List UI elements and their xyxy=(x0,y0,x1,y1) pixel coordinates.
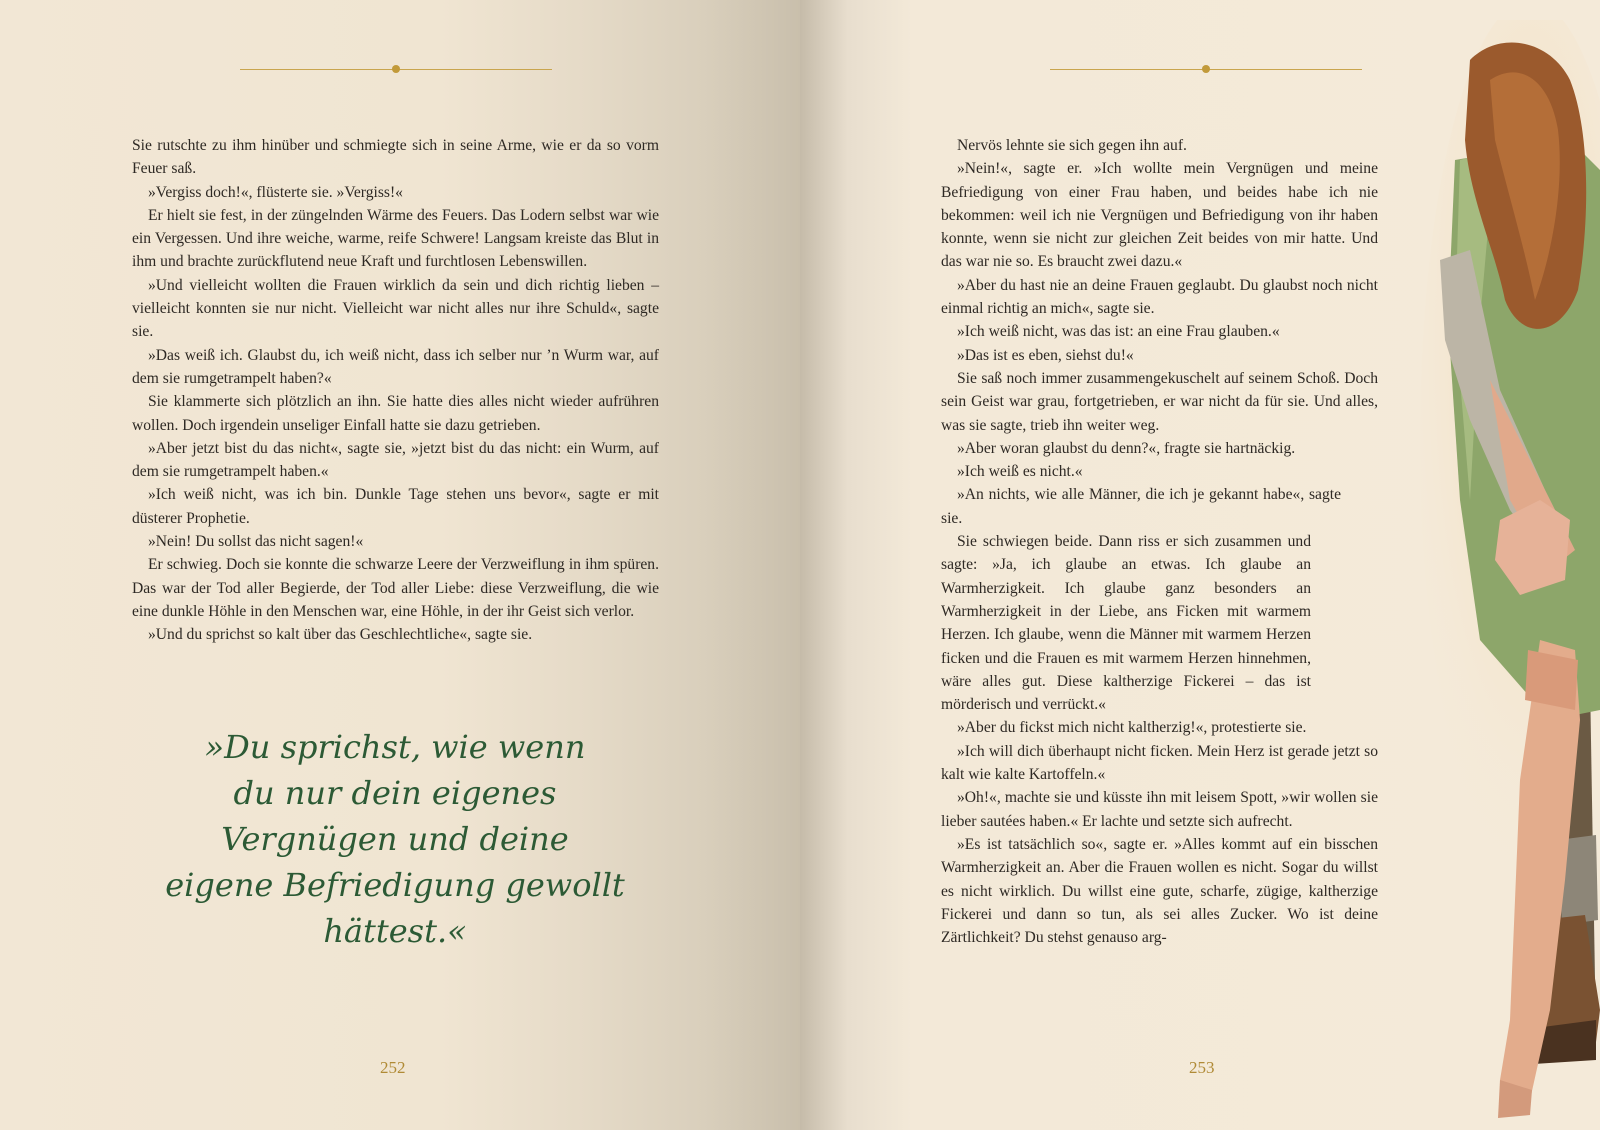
paragraph: »Aber jetzt bist du das nicht«, sagte sie, »jetzt bist du das nicht: ein Wurm, auf dem sie rumgetrampelt haben.« xyxy=(132,439,659,481)
left-body-text xyxy=(132,134,659,647)
paragraph: »Und du sprichst so kalt über das Geschlechtliche«, sagte sie. xyxy=(148,626,533,644)
paragraph: »Ich weiß nicht, was das ist: an eine Frau glauben.« xyxy=(957,323,1280,341)
paragraph: Sie schwiegen beide. Dann riss er sich zusammen und sagte: »Ja, ich glaube an etwas. Ich glaube an Warmherzigkeit. Ich glaube ganz besonders an Warmherzigkeit in der Liebe, ans Ficken mit warmem Herzen. Ich glaube, wenn die Männer mit warmem Herzen ficken und die Frauen es mit warmem Herzen hinnehmen, wäre alles gut. Diese kaltherzige Fickerei – das ist mörderisch und verrückt.« xyxy=(941,533,1311,714)
paragraph: »Oh!«, machte sie und küsste ihn mit leisem Spott, »wir wollen sie lieber sautées haben.« Er lachte und setzte sich aufrecht. xyxy=(941,789,1378,830)
paragraph: Sie saß noch immer zusammengekuschelt auf seinem Schoß. Doch sein Geist war grau, fortgetrieben, er war nicht da für sie. Und alles, was sie sagte, trieb ihn weiter weg. xyxy=(941,369,1378,434)
pull-quote-line: eigene Befriedigung gewollt xyxy=(165,866,625,904)
page-number: 252 xyxy=(380,1058,406,1077)
paragraph: »Und vielleicht wollten die Frauen wirklich da sein und dich richtig lieben – vielleicht konnten sie nur nicht. Vielleicht war nicht alles nur ihre Schuld«, sagte sie. xyxy=(132,276,659,341)
paragraph: »Aber du hast nie an deine Frauen geglaubt. Du glaubst noch nicht einmal richtig an mich«, sagte sie. xyxy=(941,276,1378,318)
paragraph: »Nein!«, sagte er. »Ich wollte mein Vergnügen und meine Befriedigung von einer Frau haben, und beides habe ich nie bekommen: weil ich nie Vergnügen und Befriedigung von ihr haben konnte, wenn sie nicht zur gleichen Zeit beides von mir hatte. Und das war nie so. Es braucht zwei dazu.« xyxy=(941,160,1378,271)
pull-quote-line: Vergnügen und deine xyxy=(221,820,569,858)
paragraph: Sie rutschte zu ihm hinüber und schmiegte sich in seine Arme, wie er da so vorm Feuer saß. xyxy=(132,137,659,178)
embracing-couple-illustration-icon xyxy=(1400,20,1600,1130)
pull-quote xyxy=(160,724,630,954)
pull-quote-line: du nur dein eigenes xyxy=(233,774,557,812)
paragraph: »Nein! Du sollst das nicht sagen!« xyxy=(148,533,364,551)
paragraph: »An nichts, wie alle Männer, die ich je gekannt habe«, sagte sie. xyxy=(941,486,1341,527)
paragraph: »Ich weiß nicht, was ich bin. Dunkle Tage stehen uns bevor«, sagte er mit düsterer Prophetie. xyxy=(132,486,659,527)
pull-quote-line: hättest.« xyxy=(323,912,467,950)
paragraph: »Es ist tatsächlich so«, sagte er. »Alles kommt auf ein bisschen Warmherzigkeit an. Aber die Frauen wollen es nicht. Sogar du willst es nicht wirklich. Du willst eine gute, scharfe, zügige, kaltherzige Fickerei und dann so tun, als sei alles Zucker. Wo ist deine Zärtlichkeit? Du stehst genauso arg- xyxy=(941,835,1378,947)
header-ornament xyxy=(240,68,552,72)
paragraph: Er hielt sie fest, in der züngelnden Wärme des Feuers. Das Lodern selbst war wie ein Vergessen. Und ihre weiche, warme, reife Schwere! Langsam kreiste das Blut in ihm und brachte zurückflutend neue Kraft und furchtlosen Lebenswillen. xyxy=(132,206,659,271)
paragraph: »Ich weiß es nicht.« xyxy=(957,463,1083,481)
page-number: 253 xyxy=(1189,1058,1215,1077)
paragraph: »Aber du fickst mich nicht kaltherzig!«, protestierte sie. xyxy=(957,719,1307,737)
paragraph: Sie klammerte sich plötzlich an ihn. Sie hatte dies alles nicht wieder aufrühren wollen. Doch irgendein unseliger Einfall hatte sie dazu getrieben. xyxy=(132,393,659,434)
paragraph: Er schwieg. Doch sie konnte die schwarze Leere der Verzweiflung in ihm spüren. Das war der Tod aller Begierde, der Tod aller Liebe: diese Verzweiflung, die wie eine dunkle Höhle in den Menschen war, eine Höhle, in der ihr Geist sich verlor. xyxy=(132,556,659,620)
pull-quote-line: »Du sprichst, wie wenn xyxy=(204,728,586,766)
right-page xyxy=(800,0,1600,1130)
header-ornament xyxy=(1050,68,1362,72)
paragraph: »Ich will dich überhaupt nicht ficken. Mein Herz ist gerade jetzt so kalt wie kalte Kartoffeln.« xyxy=(941,742,1378,784)
paragraph: »Vergiss doch!«, flüsterte sie. »Vergiss!« xyxy=(148,183,403,201)
paragraph: »Aber woran glaubst du denn?«, fragte sie hartnäckig. xyxy=(957,439,1296,457)
paragraph: »Das weiß ich. Glaubst du, ich weiß nicht, dass ich selber nur ’n Wurm war, auf dem sie rumgetrampelt haben?« xyxy=(132,346,659,387)
paragraph: »Das ist es eben, siehst du!« xyxy=(957,346,1134,364)
right-body-text xyxy=(941,134,1378,949)
paragraph: Nervös lehnte sie sich gegen ihn auf. xyxy=(957,137,1187,154)
